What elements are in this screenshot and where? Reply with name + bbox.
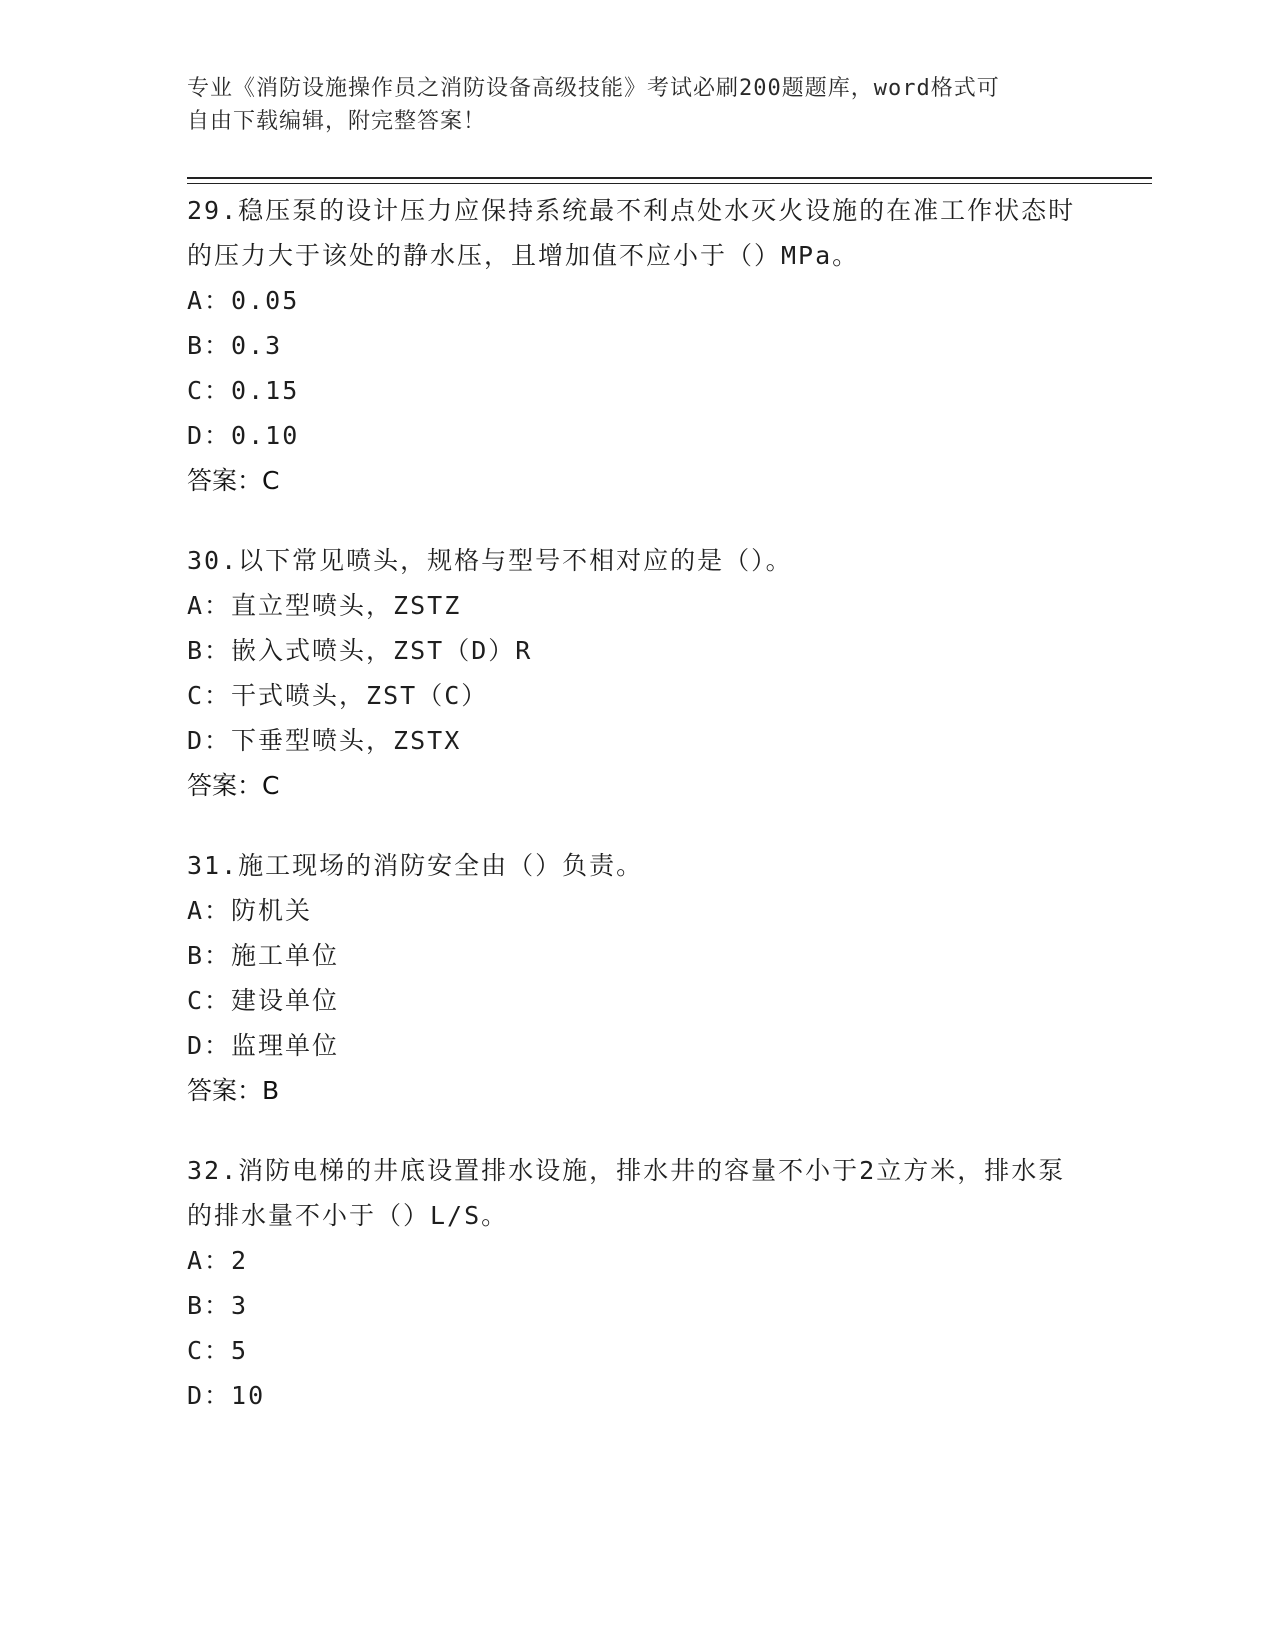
option-c: C：建设单位 — [187, 986, 340, 1015]
option-a: A：防机关 — [187, 896, 313, 925]
answer: 答案：C — [187, 771, 280, 800]
document-header — [187, 72, 1087, 138]
question-stem: 32.消防电梯的井底设置排水设施，排水井的容量不小于2立方米，排水泵的排水量不小于（）L/S。 — [187, 1156, 1066, 1230]
option-d: D：10 — [187, 1381, 266, 1410]
question-32 — [187, 1148, 1087, 1418]
header-line-1: 专业《消防设施操作员之消防设备高级技能》考试必刷200题题库，word格式可 — [187, 76, 1000, 101]
option-c: C：干式喷头，ZST（C） — [187, 681, 489, 710]
option-a: A：2 — [187, 1246, 249, 1275]
header-divider-thin — [187, 183, 1152, 184]
answer: 答案：B — [187, 1076, 280, 1105]
question-30 — [187, 538, 1087, 808]
question-29 — [187, 188, 1087, 503]
option-b: B：3 — [187, 1291, 249, 1320]
option-c: C：0.15 — [187, 376, 300, 405]
option-b: B：施工单位 — [187, 941, 340, 970]
option-d: D：监理单位 — [187, 1031, 340, 1060]
header-divider-thick — [187, 177, 1152, 179]
question-list — [187, 188, 1087, 1453]
question-stem: 30.以下常见喷头，规格与型号不相对应的是（）。 — [187, 546, 793, 575]
option-a: A：0.05 — [187, 286, 300, 315]
option-d: D：下垂型喷头，ZSTX — [187, 726, 462, 755]
option-b: B：0.3 — [187, 331, 283, 360]
option-d: D：0.10 — [187, 421, 300, 450]
option-c: C：5 — [187, 1336, 249, 1365]
question-31 — [187, 843, 1087, 1113]
question-stem: 31.施工现场的消防安全由（）负责。 — [187, 851, 644, 880]
question-stem: 29.稳压泵的设计压力应保持系统最不利点处水灭火设施的在准工作状态时的压力大于该处的静水压，且增加值不应小于（）MPa。 — [187, 196, 1076, 270]
answer: 答案：C — [187, 466, 280, 495]
header-line-2: 自由下载编辑，附完整答案！ — [187, 109, 487, 134]
option-a: A：直立型喷头，ZSTZ — [187, 591, 462, 620]
option-b: B：嵌入式喷头，ZST（D）R — [187, 636, 533, 665]
